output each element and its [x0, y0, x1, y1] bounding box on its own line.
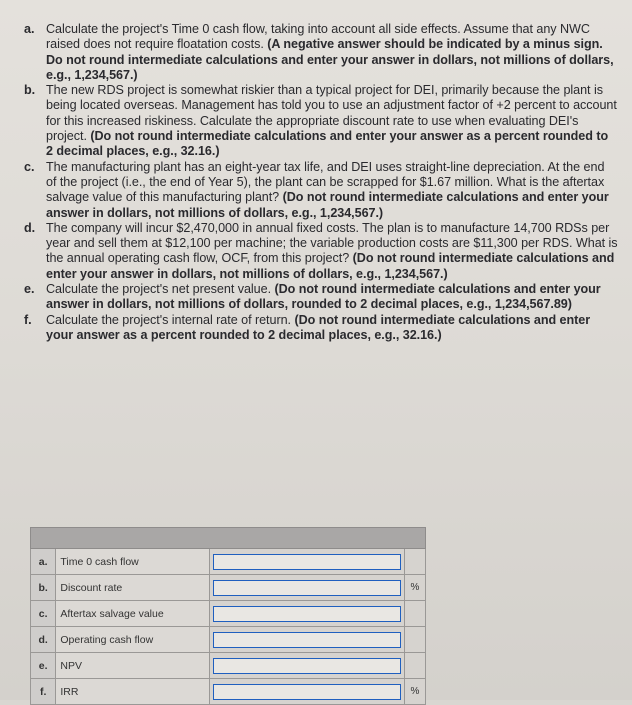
row-unit — [405, 653, 426, 679]
question-list — [24, 22, 618, 343]
npv-input[interactable] — [213, 658, 401, 674]
row-letter: a. — [31, 549, 56, 575]
question-c — [24, 160, 618, 221]
row-letter: b. — [31, 575, 56, 601]
question-label: c. — [24, 159, 35, 174]
row-unit — [405, 627, 426, 653]
answer-row-e — [31, 653, 426, 679]
row-label: IRR — [56, 679, 209, 705]
answer-row-b — [31, 575, 426, 601]
discount-rate-cell — [209, 575, 404, 601]
question-label: e. — [24, 282, 35, 297]
question-e — [24, 282, 618, 313]
time0-cashflow-input[interactable] — [213, 554, 401, 570]
question-instructions: (Do not round intermediate calculations and enter your answer as a percent rounded to 2 decimal places, e.g., 32.16.) — [46, 129, 609, 159]
ocf-input[interactable] — [213, 632, 401, 648]
question-label: b. — [24, 83, 36, 98]
percent-unit: % — [405, 679, 426, 705]
question-instructions: (Do not round intermediate calculations and enter your answer as a percent rounded to 2 decimal places, e.g., 32.16.) — [46, 312, 591, 342]
irr-cell — [209, 679, 404, 705]
answer-table-header — [31, 528, 426, 549]
row-label: NPV — [56, 653, 209, 679]
row-label: Discount rate — [56, 575, 209, 601]
answer-row-d — [31, 627, 426, 653]
row-unit — [405, 601, 426, 627]
row-letter: c. — [31, 601, 56, 627]
question-a — [24, 22, 618, 83]
answer-row-a — [31, 549, 426, 575]
row-letter: f. — [31, 679, 56, 705]
row-unit — [405, 549, 426, 575]
question-text: Calculate the project's internal rate of return. — [46, 312, 292, 327]
question-text: The manufacturing plant has an eight-year tax life, and DEI uses straight-line depreciation. At the end of the project (i.e., the end of Year 5), the plant can be scrapped for $1.67 million. What is the aftertax salvage value of this manufacturing plant? — [46, 159, 605, 205]
question-text: The new RDS project is somewhat riskier than a typical project for DEI, primarily because the plant is being located overseas. Management has told you to use an adjustment factor of +2 percent to account for this increased riskiness. Calculate the appropriate discount rate to use when evaluating DEI's project. — [46, 83, 617, 144]
question-instructions: (Do not round intermediate calculations and enter your answer in dollars, not millions of dollars, e.g., 1,234,567.) — [46, 190, 609, 220]
header-bar — [31, 528, 426, 549]
row-label: Operating cash flow — [56, 627, 209, 653]
question-label: a. — [24, 22, 35, 36]
row-letter: d. — [31, 627, 56, 653]
row-label: Time 0 cash flow — [56, 549, 209, 575]
discount-rate-input[interactable] — [213, 580, 401, 596]
question-label: d. — [24, 220, 36, 235]
irr-input[interactable] — [213, 684, 401, 700]
question-text: The company will incur $2,470,000 in annual fixed costs. The plan is to manufacture 14,700 RDSs per year and sell them at $12,100 per machine; the variable production costs are $11,300 per RDS. What is the annual operating cash flow, OCF, from this project? — [46, 220, 618, 266]
row-label: Aftertax salvage value — [56, 601, 209, 627]
question-text: Calculate the project's net present value. — [46, 282, 272, 297]
row-letter: e. — [31, 653, 56, 679]
answer-row-f — [31, 679, 426, 705]
question-instructions: (Do not round intermediate calculations and enter your answer in dollars, not millions of dollars, e.g., 1,234,567.) — [46, 251, 615, 281]
question-f — [24, 313, 618, 344]
ocf-cell — [209, 627, 404, 653]
question-label: f. — [24, 312, 32, 327]
salvage-value-input[interactable] — [213, 606, 401, 622]
salvage-value-cell — [209, 601, 404, 627]
time0-cashflow-cell — [209, 549, 404, 575]
question-d — [24, 221, 618, 282]
answer-row-c — [31, 601, 426, 627]
question-b — [24, 83, 618, 159]
percent-unit: % — [405, 575, 426, 601]
answer-table — [30, 527, 426, 705]
question-instructions: (Do not round intermediate calculations and enter your answer in dollars, not millions of dollars, rounded to 2 decimal places, e.g., 1,234,567.89) — [46, 282, 601, 312]
question-instructions: (A negative answer should be indicated by a minus sign. Do not round intermediate calculations and enter your answer in dollars, not millions of dollars, e.g., 1,234,567.) — [46, 37, 614, 82]
question-text: Calculate the project's Time 0 cash flow, taking into account all side effects. Assume that any NWC raised does not require floatation costs. — [46, 22, 590, 52]
npv-cell — [209, 653, 404, 679]
